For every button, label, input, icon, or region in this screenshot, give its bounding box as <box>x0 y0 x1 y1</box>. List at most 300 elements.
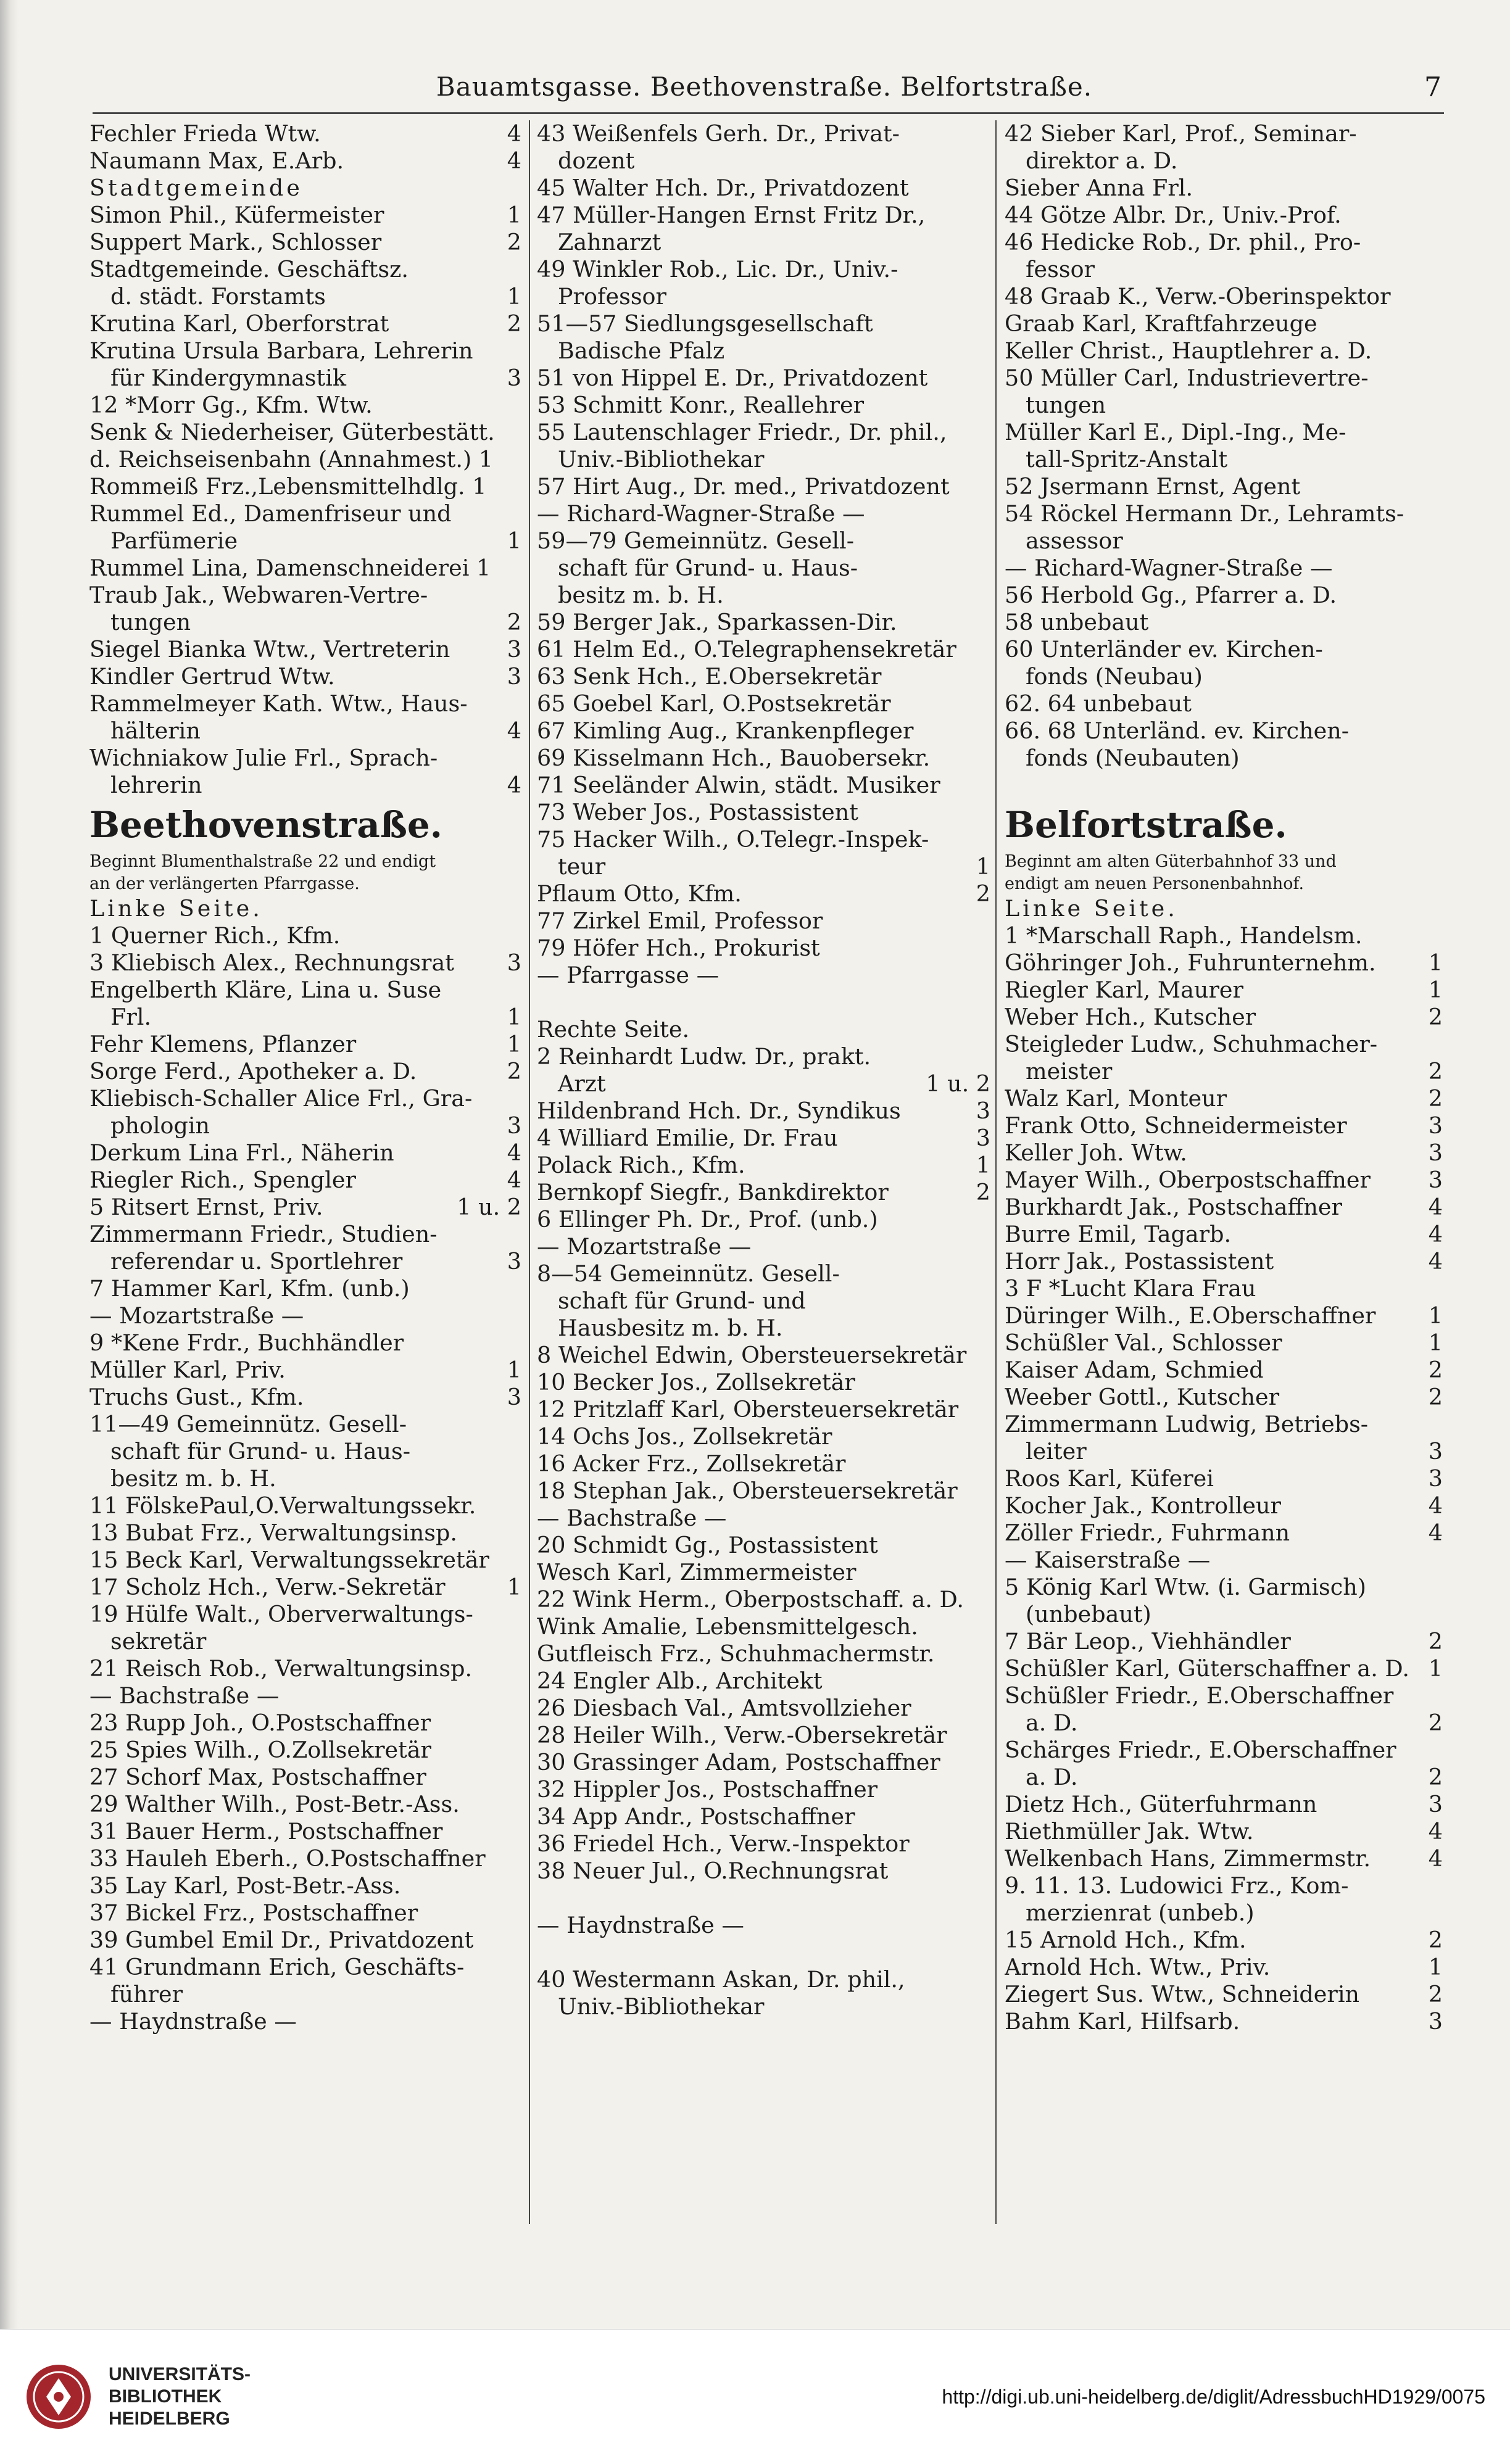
directory-entry <box>537 1206 990 1233</box>
entry-text: 79 Höfer Hch., Prokurist <box>537 935 820 961</box>
entry-text: Müller Karl, Priv. <box>89 1357 286 1383</box>
directory-entry <box>537 120 990 147</box>
directory-entry <box>89 1574 521 1601</box>
entry-text: — Mozartstraße — <box>537 1233 752 1260</box>
entry-text: (unbebaut) <box>1026 1601 1151 1627</box>
entry-text: tall-Spritz-Anstalt <box>1026 446 1228 473</box>
directory-entry <box>89 1927 521 1954</box>
directory-entry <box>1005 1519 1443 1547</box>
directory-entry <box>1005 1981 1443 2008</box>
directory-entry <box>1005 582 1443 609</box>
directory-entry <box>89 1004 521 1031</box>
floor-number: 4 <box>507 772 521 798</box>
entry-text: 51 von Hippel E. Dr., Privatdozent <box>537 365 928 391</box>
column-2 <box>537 120 990 2230</box>
entry-text: Suppert Mark., Schlosser <box>89 229 382 255</box>
column-divider <box>529 120 530 2224</box>
directory-entry <box>89 1058 521 1085</box>
entry-text: 7 Bär Leop., Viehhändler <box>1005 1628 1291 1655</box>
entry-text: 4 Williard Emilie, Dr. Frau <box>537 1125 838 1151</box>
directory-entry <box>89 175 521 202</box>
directory-entry <box>1005 1710 1443 1737</box>
directory-entry <box>89 1329 521 1357</box>
entry-text: 21 Reisch Rob., Verwaltungsinsp. <box>89 1655 473 1682</box>
floor-number: 4 <box>1428 1492 1443 1519</box>
cross-street-marker <box>537 962 990 989</box>
directory-entry <box>537 1396 990 1423</box>
directory-entry <box>537 1830 990 1858</box>
entry-text: 73 Weber Jos., Postassistent <box>537 799 858 825</box>
directory-entry <box>1005 745 1443 772</box>
entry-text: 12 *Morr Gg., Kfm. Wtw. <box>89 392 373 418</box>
entry-text: Keller Joh. Wtw. <box>1005 1139 1187 1166</box>
entry-text: 35 Lay Karl, Post-Betr.-Ass. <box>89 1872 401 1899</box>
entry-text: sekretär <box>110 1628 207 1655</box>
directory-entry <box>1005 147 1443 175</box>
directory-entry <box>537 853 990 880</box>
directory-entry <box>89 772 521 799</box>
entry-text: Krutina Karl, Oberforstrat <box>89 310 389 337</box>
directory-entry <box>537 1613 990 1640</box>
entry-text: 52 Jsermann Ernst, Agent <box>1005 473 1301 500</box>
directory-entry <box>89 1248 521 1275</box>
entry-text: Weber Hch., Kutscher <box>1005 1004 1256 1030</box>
directory-entry <box>1005 310 1443 337</box>
floor-number: 2 <box>1428 1628 1443 1655</box>
directory-entry <box>1005 772 1443 799</box>
floor-number: 2 <box>1428 1927 1443 1953</box>
entry-text: 9. 11. 13. Ludowici Frz., Kom- <box>1005 1872 1349 1899</box>
entry-text: Walz Karl, Monteur <box>1005 1085 1227 1112</box>
street-description <box>1005 851 1443 873</box>
floor-number: 1 <box>1428 1655 1443 1682</box>
entry-text: 29 Walther Wilh., Post-Betr.-Ass. <box>89 1791 460 1817</box>
directory-entry <box>537 1939 990 1966</box>
entry-text: 15 Beck Karl, Verwaltungssekretär <box>89 1547 489 1573</box>
entry-text: 26 Diesbach Val., Amtsvollzieher <box>537 1695 911 1721</box>
entry-text <box>537 1885 990 1912</box>
directory-entry <box>89 1818 521 1845</box>
cross-street-marker <box>537 1505 990 1532</box>
directory-entry <box>89 949 521 977</box>
directory-entry <box>1005 1438 1443 1465</box>
entry-text: dozent <box>558 147 635 174</box>
directory-entry <box>537 582 990 609</box>
directory-entry <box>1005 1194 1443 1221</box>
directory-entry <box>89 1085 521 1112</box>
directory-entry <box>1005 392 1443 419</box>
entry-text: Hausbesitz m. b. H. <box>558 1315 783 1341</box>
directory-entry <box>537 772 990 799</box>
entry-text: — Haydnstraße — <box>537 1912 744 1938</box>
entry-text: 38 Neuer Jul., O.Rechnungsrat <box>537 1858 889 1884</box>
cross-street-marker <box>89 1682 521 1710</box>
floor-number: 3 <box>1428 1438 1443 1465</box>
floor-number: 4 <box>1428 1194 1443 1220</box>
directory-entry <box>1005 1112 1443 1139</box>
directory-entry <box>1005 1139 1443 1167</box>
entry-text: 12 Pritzlaff Karl, Obersteuersekretär <box>537 1396 959 1423</box>
column-3 <box>1005 120 1443 2230</box>
cross-street-marker <box>89 1302 521 1329</box>
entry-text: 39 Gumbel Emil Dr., Privatdozent <box>89 1927 474 1953</box>
directory-entry <box>537 446 990 473</box>
directory-entry <box>1005 895 1443 922</box>
floor-number: 2 <box>507 609 521 635</box>
directory-entry <box>537 1125 990 1152</box>
directory-entry <box>1005 1004 1443 1031</box>
entry-text: Schüßler Karl, Güterschaffner a. D. <box>1005 1655 1409 1682</box>
directory-entry <box>1005 1329 1443 1357</box>
entry-text: — Mozartstraße — <box>89 1302 304 1329</box>
directory-entry <box>89 1384 521 1411</box>
directory-entry <box>1005 1927 1443 1954</box>
entry-text: — Pfarrgasse — <box>537 962 720 988</box>
directory-entry <box>89 1492 521 1519</box>
floor-number: 3 <box>1428 1167 1443 1193</box>
entry-text: Beethovenstraße. <box>89 804 442 846</box>
entry-text: Mayer Wilh., Oberpostschaffner <box>1005 1167 1371 1193</box>
directory-entry <box>1005 1791 1443 1818</box>
entry-text: Badische Pfalz <box>558 337 725 364</box>
street-heading <box>89 799 521 851</box>
street-heading <box>1005 799 1443 851</box>
floor-number: 4 <box>507 147 521 174</box>
directory-entry <box>1005 527 1443 555</box>
directory-entry <box>89 527 521 555</box>
permalink-url[interactable]: http://digi.ub.uni-heidelberg.de/diglit/AdressbuchHD1929/0075 <box>942 2385 1485 2408</box>
entry-text: assessor <box>1026 527 1123 554</box>
floor-number: 2 <box>1428 1981 1443 2007</box>
entry-text: 48 Graab K., Verw.-Oberinspektor <box>1005 283 1391 310</box>
cross-street-marker <box>89 2008 521 2035</box>
entry-text: — Richard-Wagner-Straße — <box>1005 555 1333 581</box>
entry-text: 49 Winkler Rob., Lic. Dr., Univ.- <box>537 256 898 283</box>
directory-entry <box>537 1749 990 1776</box>
entry-text: endigt am neuen Personenbahnhof. <box>1005 874 1305 893</box>
directory-entry <box>1005 609 1443 636</box>
entry-text: Derkum Lina Frl., Näherin <box>89 1139 394 1166</box>
directory-entry <box>537 527 990 555</box>
floor-number: 4 <box>507 1167 521 1193</box>
floor-number: 1 <box>1428 1329 1443 1356</box>
entry-text: Zahnarzt <box>558 229 662 255</box>
entry-text: Fechler Frieda Wtw. <box>89 120 321 147</box>
floor-number: 1 <box>976 1152 990 1178</box>
entry-text: 10 Becker Jos., Zollsekretär <box>537 1369 855 1395</box>
street-description <box>89 851 521 873</box>
entry-text: schaft für Grund- u. Haus- <box>110 1438 411 1465</box>
entry-text: Kindler Gertrud Wtw. <box>89 663 335 690</box>
entry-text: 3 Kliebisch Alex., Rechnungsrat <box>89 949 454 976</box>
directory-entry <box>89 1710 521 1737</box>
directory-entry <box>537 1179 990 1206</box>
entry-text: — Kaiserstraße — <box>1005 1547 1211 1573</box>
directory-entry <box>537 310 990 337</box>
directory-entry <box>537 1695 990 1722</box>
entry-text: Horr Jak., Postassistent <box>1005 1248 1274 1275</box>
floor-number: 3 <box>1428 2008 1443 2035</box>
entry-text: Bahm Karl, Hilfsarb. <box>1005 2008 1240 2035</box>
entry-text: Kliebisch-Schaller Alice Frl., Gra- <box>89 1085 473 1112</box>
entry-text: direktor a. D. <box>1026 147 1178 174</box>
entry-text: 2 Reinhardt Ludw. Dr., prakt. <box>537 1043 871 1070</box>
entry-text: Linke Seite. <box>1005 895 1178 922</box>
entry-text: hälterin <box>110 717 201 744</box>
entry-text: Weeber Gottl., Kutscher <box>1005 1384 1280 1410</box>
directory-entry <box>537 1070 990 1098</box>
entry-text: 19 Hülfe Walt., Oberverwaltungs- <box>89 1601 473 1627</box>
directory-entry <box>89 120 521 147</box>
directory-entry <box>537 1315 990 1342</box>
floor-number: 3 <box>976 1125 990 1151</box>
entry-text: teur <box>558 853 606 880</box>
entry-text: Riegler Rich., Spengler <box>89 1167 356 1193</box>
entry-text: 13 Bubat Frz., Verwaltungsinsp. <box>89 1519 457 1546</box>
page-number: 7 <box>1424 72 1442 103</box>
directory-entry <box>1005 1737 1443 1764</box>
entry-text: — Haydnstraße — <box>89 2008 297 2035</box>
entry-text: Krutina Ursula Barbara, Lehrerin <box>89 337 473 364</box>
street-description <box>89 873 521 895</box>
directory-entry <box>89 202 521 229</box>
directory-entry <box>89 717 521 745</box>
entry-text: 57 Hirt Aug., Dr. med., Privatdozent <box>537 473 950 500</box>
directory-entry <box>1005 1872 1443 1900</box>
directory-entry <box>537 1043 990 1070</box>
directory-entry <box>537 1858 990 1885</box>
entry-text: tungen <box>1026 392 1106 418</box>
directory-entry <box>537 935 990 962</box>
entry-text: Traub Jak., Webwaren-Vertre- <box>89 582 428 608</box>
floor-number: 2 <box>1428 1384 1443 1410</box>
directory-entry <box>1005 1384 1443 1411</box>
entry-text: 31 Bauer Herm., Postschaffner <box>89 1818 443 1845</box>
floor-number: 3 <box>1428 1139 1443 1166</box>
entry-text: merzienrat (unbeb.) <box>1026 1900 1255 1926</box>
directory-entry <box>89 555 521 582</box>
directory-entry <box>537 1722 990 1749</box>
directory-entry <box>89 1112 521 1139</box>
directory-entry <box>89 1167 521 1194</box>
directory-entry <box>1005 663 1443 690</box>
floor-number: 1 <box>507 1004 521 1030</box>
floor-number: 1 u. 2 <box>457 1194 521 1220</box>
entry-text: 53 Schmitt Konr., Reallehrer <box>537 392 865 418</box>
page-header <box>86 62 1442 111</box>
directory-entry <box>1005 283 1443 310</box>
floor-number: 3 <box>507 1248 521 1275</box>
directory-entry <box>1005 1655 1443 1682</box>
entry-text: Univ.-Bibliothekar <box>558 1993 765 2020</box>
entry-text: Sorge Ferd., Apotheker a. D. <box>89 1058 417 1085</box>
cross-street-marker <box>1005 555 1443 582</box>
entry-text: 34 App Andr., Postschaffner <box>537 1803 855 1830</box>
directory-entry <box>89 895 521 922</box>
entry-text: Keller Christ., Hauptlehrer a. D. <box>1005 337 1372 364</box>
entry-text: 66. 68 Unterländ. ev. Kirchen- <box>1005 717 1350 744</box>
floor-number: 4 <box>1428 1248 1443 1275</box>
entry-text: phologin <box>110 1112 210 1139</box>
directory-entry <box>537 1993 990 2020</box>
directory-entry <box>89 1655 521 1682</box>
floor-number: 2 <box>976 880 990 907</box>
directory-entry <box>537 392 990 419</box>
directory-entry <box>89 446 521 473</box>
directory-entry <box>89 1791 521 1818</box>
directory-entry <box>537 419 990 446</box>
entry-text: Siegel Bianka Wtw., Vertreterin <box>89 636 450 663</box>
entry-text: tungen <box>110 609 191 635</box>
entry-text: 51—57 Siedlungsgesellschaft <box>537 310 873 337</box>
directory-entry <box>1005 1031 1443 1058</box>
directory-entry <box>537 1640 990 1668</box>
directory-entry <box>537 365 990 392</box>
directory-entry <box>89 365 521 392</box>
entry-text: — Bachstraße — <box>537 1505 727 1531</box>
directory-entry <box>537 907 990 935</box>
directory-entry <box>89 1031 521 1058</box>
entry-text: 23 Rupp Joh., O.Postschaffner <box>89 1710 431 1736</box>
directory-entry <box>1005 337 1443 365</box>
entry-text: Belfortstraße. <box>1005 804 1287 846</box>
directory-entry <box>89 1900 521 1927</box>
entry-text: lehrerin <box>110 772 202 798</box>
entry-text: 28 Heiler Wilh., Verw.-Obersekretär <box>537 1722 947 1748</box>
entry-text: Frl. <box>110 1004 152 1030</box>
directory-entry <box>89 1737 521 1764</box>
floor-number: 3 <box>507 636 521 663</box>
entry-text: Beginnt am alten Güterbahnhof 33 und <box>1005 852 1337 871</box>
directory-entry <box>537 1532 990 1559</box>
entry-text: Senk & Niederheiser, Güterbestätt. <box>89 419 495 445</box>
entry-text: Rechte Seite. <box>537 1016 690 1043</box>
entry-text: 24 Engler Alb., Architekt <box>537 1668 823 1694</box>
directory-entry <box>1005 1465 1443 1492</box>
directory-entry <box>89 147 521 175</box>
floor-number: 4 <box>1428 1818 1443 1845</box>
floor-number: 1 <box>1428 977 1443 1003</box>
entry-text: 63 Senk Hch., E.Obersekretär <box>537 663 882 690</box>
entry-text: Schüßler Friedr., E.Oberschaffner <box>1005 1682 1394 1709</box>
floor-number: 2 <box>1428 1058 1443 1085</box>
entry-text: 40 Westermann Askan, Dr. phil., <box>537 1966 905 1993</box>
directory-entry <box>537 1478 990 1505</box>
library-logo[interactable] <box>25 2363 251 2431</box>
directory-entry <box>1005 1058 1443 1085</box>
entry-text: 41 Grundmann Erich, Geschäfts- <box>89 1954 465 1980</box>
entry-text: 3 F *Lucht Klara Frau <box>1005 1275 1256 1302</box>
entry-text: 9 *Kene Frdr., Buchhändler <box>89 1329 404 1356</box>
floor-number: 1 <box>1428 1302 1443 1329</box>
entry-text: Beginnt Blumenthalstraße 22 und endigt <box>89 852 436 871</box>
directory-entry <box>537 609 990 636</box>
directory-entry <box>89 392 521 419</box>
directory-entry <box>537 202 990 229</box>
directory-entry <box>537 1668 990 1695</box>
floor-number: 3 <box>507 365 521 391</box>
street-description <box>1005 873 1443 895</box>
entry-text: Polack Rich., Kfm. <box>537 1152 745 1178</box>
entry-text: Göhringer Joh., Fuhrunternehm. <box>1005 949 1376 976</box>
library-name <box>109 2363 251 2430</box>
floor-number: 4 <box>1428 1845 1443 1872</box>
entry-text: Schärges Friedr., E.Oberschaffner <box>1005 1737 1396 1763</box>
entry-text: Hildenbrand Hch. Dr., Syndikus <box>537 1098 901 1124</box>
directory-entry <box>1005 1275 1443 1302</box>
floor-number: 3 <box>507 663 521 690</box>
entry-text: Graab Karl, Kraftfahrzeuge <box>1005 310 1317 337</box>
entry-text: Burkhardt Jak., Postschaffner <box>1005 1194 1342 1220</box>
directory-entry <box>89 256 521 283</box>
directory-entry <box>1005 1221 1443 1248</box>
floor-number: 1 <box>507 202 521 228</box>
entry-text: 67 Kimling Aug., Krankenpfleger <box>537 717 914 744</box>
floor-number: 3 <box>507 949 521 976</box>
floor-number: 4 <box>1428 1519 1443 1546</box>
entry-text: Simon Phil., Küfermeister <box>89 202 384 228</box>
entry-text: besitz m. b. H. <box>110 1465 276 1492</box>
entry-text: Riethmüller Jak. Wtw. <box>1005 1818 1254 1845</box>
directory-entry <box>1005 1357 1443 1384</box>
entry-text <box>537 1939 990 1966</box>
floor-number: 4 <box>507 120 521 147</box>
logo-line-2: BIBLIOTHEK <box>109 2386 222 2407</box>
floor-number: 1 <box>507 1357 521 1383</box>
entry-text: für Kindergymnastik <box>110 365 346 391</box>
entry-text: 56 Herbold Gg., Pfarrer a. D. <box>1005 582 1337 608</box>
entry-text: 36 Friedel Hch., Verw.-Inspektor <box>537 1830 910 1857</box>
directory-entry <box>1005 1085 1443 1112</box>
entry-text: 17 Scholz Hch., Verw.-Sekretär <box>89 1574 446 1600</box>
entry-text: Professor <box>558 283 666 310</box>
directory-entry <box>89 1194 521 1221</box>
directory-entry <box>537 745 990 772</box>
directory-entry <box>537 555 990 582</box>
entry-text: Pflaum Otto, Kfm. <box>537 880 742 907</box>
entry-text: 75 Hacker Wilh., O.Telegr.-Inspek- <box>537 826 929 853</box>
directory-entry <box>89 1954 521 1981</box>
directory-entry <box>537 690 990 717</box>
entry-text: 6 Ellinger Ph. Dr., Prof. (unb.) <box>537 1206 878 1233</box>
entry-text: 46 Hedicke Rob., Dr. phil., Pro- <box>1005 229 1361 255</box>
entry-text: Kaiser Adam, Schmied <box>1005 1357 1264 1383</box>
directory-entry <box>89 1601 521 1628</box>
directory-entry <box>89 1139 521 1167</box>
floor-number: 1 <box>507 1031 521 1057</box>
directory-entry <box>1005 2008 1443 2035</box>
directory-entry <box>89 609 521 636</box>
entry-text: besitz m. b. H. <box>558 582 724 608</box>
entry-text: fessor <box>1026 256 1095 283</box>
directory-entry <box>537 1885 990 1912</box>
entry-text: meister <box>1026 1058 1113 1085</box>
directory-entry <box>537 1152 990 1179</box>
entry-text: Burre Emil, Tagarb. <box>1005 1221 1232 1247</box>
directory-entry <box>89 473 521 500</box>
directory-entry <box>89 310 521 337</box>
directory-entry <box>89 582 521 609</box>
directory-entry <box>1005 1682 1443 1710</box>
entry-text: 22 Wink Herm., Oberpostschaff. a. D. <box>537 1586 964 1613</box>
directory-entry <box>89 922 521 949</box>
floor-number: 1 u. 2 <box>926 1070 990 1097</box>
entry-text: 1 Querner Rich., Kfm. <box>89 922 341 949</box>
floor-number: 3 <box>507 1384 521 1410</box>
directory-entry <box>537 1260 990 1288</box>
entry-text: 45 Walter Hch. Dr., Privatdozent <box>537 175 909 201</box>
directory-entry <box>537 989 990 1016</box>
